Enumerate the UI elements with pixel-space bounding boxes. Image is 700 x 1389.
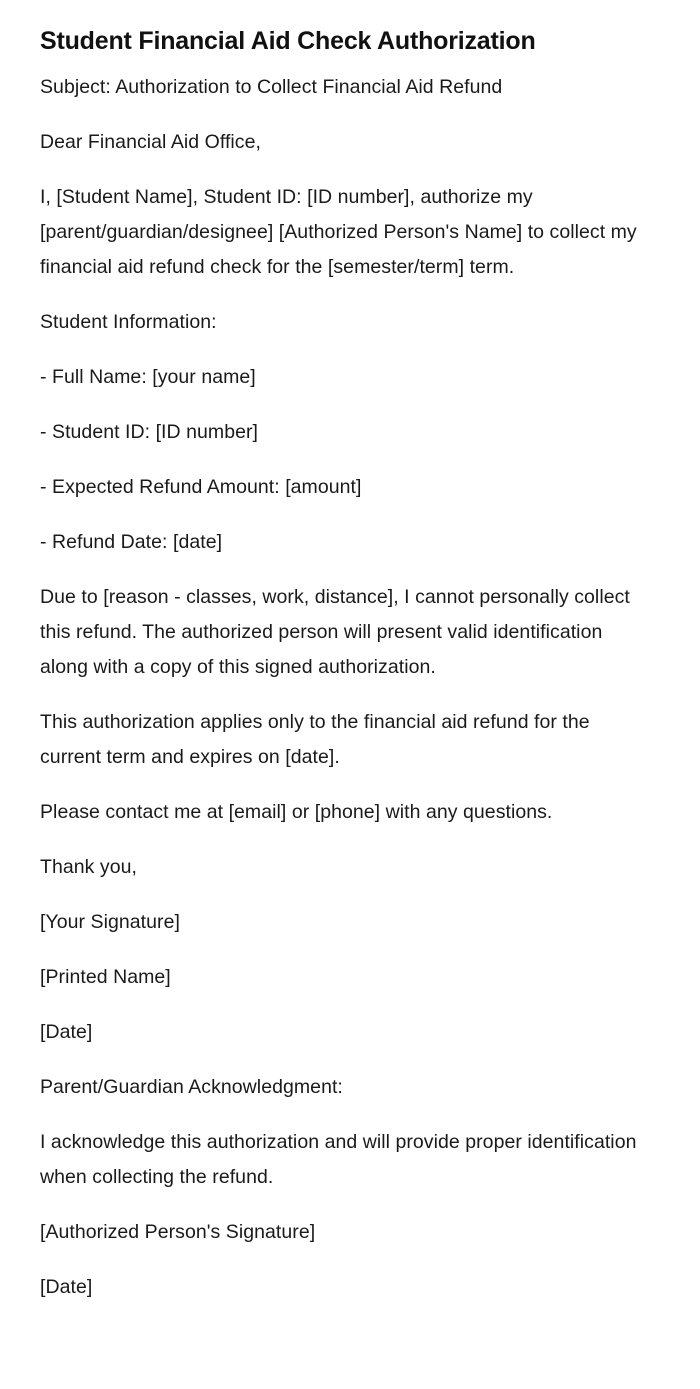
contact-paragraph: Please contact me at [email] or [phone] with any questions.: [40, 801, 553, 823]
reason-paragraph: Due to [reason - classes, work, distance], I cannot personally collect this refund. The authorized person will present valid identification along with a copy of this signed authorization.: [40, 586, 630, 678]
document-title: Student Financial Aid Check Authorization: [40, 27, 536, 55]
document-page: [40, 24, 640, 1305]
intro-paragraph: I, [Student Name], Student ID: [ID number], authorize my [parent/guardian/designee] [Authorized Person's Name] to collect my financial aid refund check for the [semester/term] term.: [40, 186, 637, 278]
scope-paragraph: This authorization applies only to the financial aid refund for the current term and expires on [date].: [40, 711, 590, 768]
authorized-signature-placeholder: [Authorized Person's Signature]: [40, 1221, 316, 1243]
student-info-refund-date: - Refund Date: [date]: [40, 531, 223, 553]
acknowledgment-text: I acknowledge this authorization and will provide proper identification when collecting the refund.: [40, 1131, 637, 1188]
signature-placeholder: [Your Signature]: [40, 911, 180, 933]
student-info-heading: Student Information:: [40, 311, 217, 333]
acknowledgment-heading: Parent/Guardian Acknowledgment:: [40, 1076, 343, 1098]
subject-line: Subject: Authorization to Collect Financial Aid Refund: [40, 76, 503, 98]
salutation: Dear Financial Aid Office,: [40, 131, 261, 153]
date-placeholder: [Date]: [40, 1021, 93, 1043]
student-info-full-name: - Full Name: [your name]: [40, 366, 256, 388]
closing: Thank you,: [40, 856, 137, 878]
student-info-student-id: - Student ID: [ID number]: [40, 421, 259, 443]
acknowledgment-date-placeholder: [Date]: [40, 1276, 93, 1298]
printed-name-placeholder: [Printed Name]: [40, 966, 171, 988]
student-info-refund-amount: - Expected Refund Amount: [amount]: [40, 476, 362, 498]
